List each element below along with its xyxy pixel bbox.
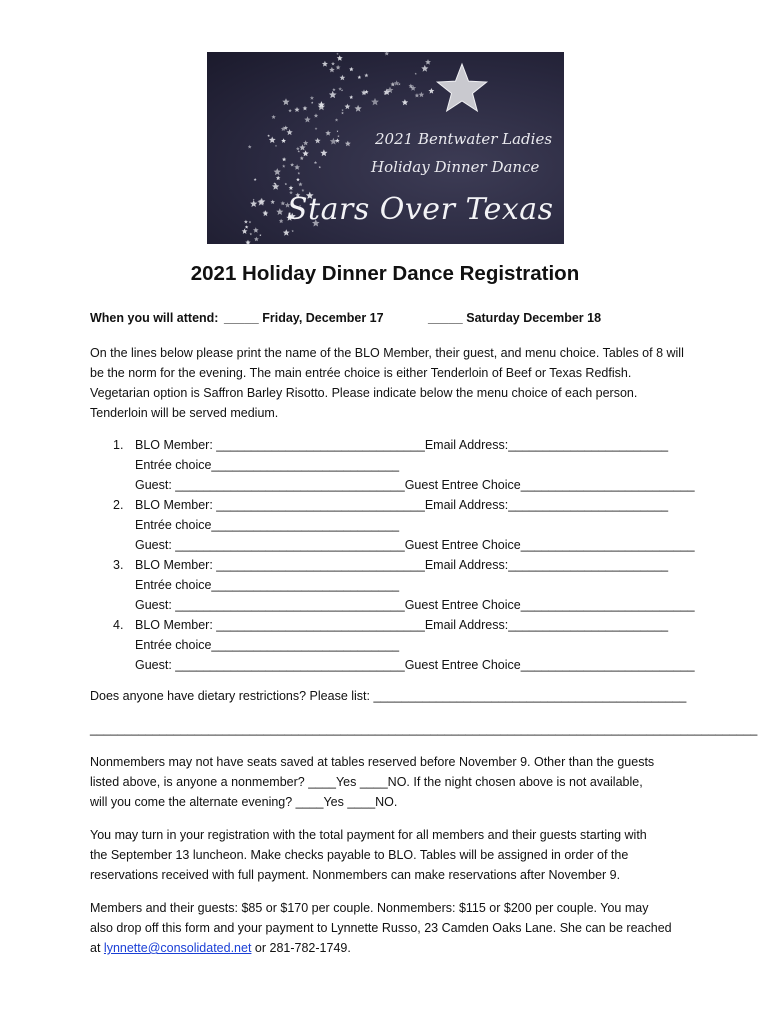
small-star-icon (341, 89, 343, 91)
member-email-line[interactable]: BLO Member: ______________________________Email Address:_______________________ (135, 498, 669, 512)
small-star-icon (336, 65, 341, 70)
entry-number: 2. (113, 498, 124, 512)
small-star-icon (276, 208, 283, 215)
small-star-icon (271, 115, 275, 119)
small-star-icon (329, 91, 337, 98)
entry-number: 1. (113, 438, 124, 452)
pricing-line-2: also drop off this form and your payment to Lynnette Russo, 23 Camden Oaks Lane. She can be reached (90, 921, 672, 935)
small-star-icon (355, 105, 362, 112)
small-star-icon (245, 240, 250, 245)
small-star-icon (281, 138, 286, 143)
small-star-icon (254, 178, 257, 181)
guest-line[interactable]: Guest: _________________________________Guest Entree Choice_________________________ (135, 478, 695, 492)
small-star-icon (270, 200, 275, 204)
attend-saturday[interactable]: _____ Saturday December 18 (428, 311, 602, 325)
small-star-icon (250, 200, 257, 207)
small-star-icon (244, 220, 248, 224)
small-star-icon (428, 88, 434, 94)
small-star-icon (330, 138, 337, 145)
small-star-icon (298, 182, 302, 186)
small-star-icon (415, 73, 417, 75)
small-star-icon (303, 106, 308, 111)
small-star-icon (314, 113, 318, 117)
small-star-icon (384, 51, 389, 56)
small-star-icon (257, 199, 265, 206)
small-star-icon (337, 130, 339, 132)
small-star-icon (282, 157, 286, 161)
banner-line-2: Holiday Dinner Dance (371, 158, 540, 176)
small-star-icon (302, 150, 308, 156)
small-star-icon (299, 144, 305, 150)
small-star-icon (402, 99, 409, 105)
small-star-icon (262, 210, 268, 216)
entry-number: 4. (113, 618, 124, 632)
small-star-icon (319, 166, 322, 168)
nonmembers-line-1: Nonmembers may not have seats saved at tables reserved before November 9. Other than the guests (90, 755, 655, 769)
small-star-icon (275, 145, 277, 147)
small-star-icon (296, 147, 300, 151)
small-star-icon (314, 161, 317, 164)
small-star-icon (311, 102, 313, 104)
small-star-icon (290, 163, 294, 167)
nonmembers-line-3: will you come the alternate evening? ____Yes ____NO. (90, 795, 398, 809)
small-star-icon (398, 83, 401, 86)
small-star-icon (349, 95, 353, 99)
guest-line[interactable]: Guest: _________________________________Guest Entree Choice_________________________ (135, 538, 695, 552)
small-star-icon (335, 138, 340, 142)
small-star-icon (341, 109, 343, 111)
small-star-icon (291, 230, 294, 232)
entry-number: 3. (113, 558, 124, 572)
small-star-icon (322, 61, 328, 67)
small-star-icon (364, 73, 368, 77)
pricing-at: at (90, 941, 101, 955)
small-star-icon (248, 145, 252, 149)
payment-line-3: reservations received with full payment. Nonmembers can make reservations after November 9. (90, 868, 621, 882)
small-star-icon (281, 126, 286, 131)
small-star-icon (281, 201, 286, 205)
small-star-icon (349, 67, 354, 71)
payment-line-2: the September 13 luncheon. Make checks payable to BLO. Tables will be assigned in order of the (90, 848, 629, 862)
small-star-icon (245, 225, 249, 228)
small-star-icon (276, 176, 281, 181)
small-star-icon (279, 219, 284, 223)
small-star-icon (242, 228, 248, 234)
member-email-line[interactable]: BLO Member: ______________________________Email Address:_______________________ (135, 558, 669, 572)
small-star-icon (253, 227, 259, 232)
nonmembers-line-2: listed above, is anyone a nonmember? ____Yes ____NO. If the night chosen above is not available, (90, 775, 643, 789)
small-star-icon (298, 150, 301, 152)
small-star-icon (294, 107, 299, 112)
small-star-icon (269, 137, 276, 144)
member-email-line[interactable]: BLO Member: ______________________________Email Address:_______________________ (135, 618, 669, 632)
small-star-icon (340, 75, 346, 81)
small-star-icon (272, 183, 279, 190)
small-star-icon (298, 172, 301, 175)
small-star-icon (371, 98, 379, 105)
small-star-icon (249, 221, 252, 223)
guest-line[interactable]: Guest: _________________________________Guest Entree Choice_________________________ (135, 658, 695, 672)
small-star-icon (325, 130, 331, 135)
small-star-icon (345, 141, 351, 147)
small-star-icon (320, 149, 327, 156)
small-star-icon (337, 135, 339, 137)
small-star-icon (254, 237, 259, 242)
small-star-icon (274, 168, 281, 175)
pricing-line-1: Members and their guests: $85 or $170 per couple. Nonmembers: $115 or $200 per couple. You may (90, 901, 649, 915)
small-star-icon (415, 93, 420, 97)
pricing-phone: or 281-782-1749. (254, 941, 351, 955)
small-star-icon (300, 156, 304, 160)
dietary-line-2[interactable]: ________________________________________________________________________________________________ (90, 722, 758, 736)
entree-line[interactable]: Entrée choice___________________________ (135, 638, 400, 652)
small-star-icon (315, 127, 318, 130)
small-star-icon (341, 112, 344, 115)
small-star-icon (332, 88, 335, 91)
large-star-icon (437, 64, 486, 111)
email-link[interactable]: lynnette@consolidated.net (103, 941, 252, 955)
small-star-icon (285, 183, 288, 185)
small-star-icon (421, 65, 428, 72)
small-star-icon (250, 233, 253, 236)
small-star-icon (294, 164, 300, 170)
banner-line-1: 2021 Bentwater Ladies (375, 130, 553, 148)
small-star-icon (310, 96, 314, 100)
small-star-icon (287, 129, 293, 135)
small-star-icon (335, 118, 338, 121)
intro-paragraph: On the lines below please print the name of the BLO Member, their guest, and menu choice. Tables of 8 will be the norm for the evening. The main entrée choice is either Tenderloin of Beef or Texas Redfish. Vegetarian option is Saffron Barley Risotto. Please indicate below the menu choice of each person. Tenderloin will be served medium. (90, 346, 684, 420)
small-star-icon (282, 164, 285, 167)
small-star-icon (283, 229, 290, 236)
small-star-icon (358, 75, 362, 79)
small-star-icon (282, 98, 289, 105)
small-star-icon (304, 116, 310, 122)
small-star-icon (345, 104, 351, 110)
small-star-icon (296, 178, 300, 182)
small-star-icon (289, 186, 294, 191)
pricing-line-3 (90, 941, 351, 955)
small-star-icon (288, 109, 292, 112)
small-star-icon (259, 234, 261, 236)
entree-line[interactable]: Entrée choice___________________________ (135, 578, 400, 592)
small-star-icon (315, 138, 321, 144)
entree-line[interactable]: Entrée choice___________________________ (135, 518, 400, 532)
small-star-icon (329, 67, 335, 73)
member-email-line[interactable]: BLO Member: ______________________________Email Address:_______________________ (135, 438, 669, 452)
small-star-icon (425, 59, 431, 65)
banner-image (207, 52, 564, 244)
banner-line-3: Stars Over Texas (287, 192, 554, 227)
entree-line[interactable]: Entrée choice___________________________ (135, 458, 400, 472)
small-star-icon (267, 134, 270, 137)
guest-line[interactable]: Guest: _________________________________Guest Entree Choice_________________________ (135, 598, 695, 612)
small-star-icon (331, 62, 335, 66)
small-star-icon (336, 53, 338, 55)
attend-label: When you will attend: (90, 311, 219, 325)
attend-friday[interactable]: _____ Friday, December 17 (224, 311, 384, 325)
small-star-icon (419, 92, 425, 97)
dietary-question[interactable]: Does anyone have dietary restrictions? Please list: _____________________________________________ (90, 689, 687, 703)
small-star-icon (394, 80, 400, 85)
page-title: 2021 Holiday Dinner Dance Registration (190, 262, 580, 285)
small-star-icon (303, 140, 308, 145)
payment-line-1: You may turn in your registration with the total payment for all members and their guests starting with (90, 828, 647, 842)
small-star-icon (337, 55, 343, 61)
